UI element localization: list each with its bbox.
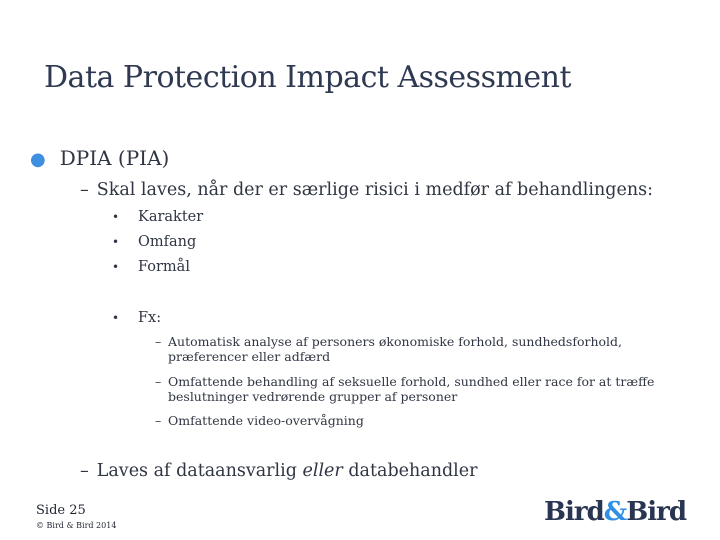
example-1	[155, 334, 655, 364]
sub-bullet-2-text: Laves af dataansvarlig	[96, 461, 303, 481]
sub-bullet-2-text-end: databehandler	[342, 461, 478, 481]
bullet-icon: •	[112, 311, 120, 325]
dash-icon: –	[80, 180, 89, 200]
example-text: Omfattende behandling af seksuelle forhold, sundhed eller race for at træffe beslutninger vedrørende grupper af personer	[168, 374, 655, 404]
logo-right: Bird	[626, 497, 686, 527]
item-formaal	[112, 259, 190, 275]
example-text: Omfattende video-overvågning	[168, 413, 364, 428]
bullet-icon: •	[112, 260, 120, 274]
sub-bullet-1	[80, 180, 653, 200]
example-3	[155, 413, 655, 428]
sub-bullet-2	[80, 461, 478, 481]
dash-icon: –	[80, 461, 89, 481]
bullet-icon: •	[112, 235, 120, 249]
item-text: Omfang	[138, 234, 197, 250]
bullet-icon: •	[112, 210, 120, 224]
bird-and-bird-logo	[544, 497, 686, 527]
item-fx	[112, 310, 161, 326]
example-text: Automatisk analyse af personers økonomiske forhold, sundhedsforhold, præferencer eller adfærd	[168, 334, 623, 364]
dash-icon: –	[155, 413, 162, 428]
bullet-level1-text: DPIA (PIA)	[59, 146, 170, 170]
logo-left: Bird	[544, 497, 604, 527]
copyright: © Bird & Bird 2014	[36, 521, 117, 530]
sub-bullet-1-text: Skal laves, når der er særlige risici i medfør af behandlingens:	[96, 180, 653, 200]
item-text: Karakter	[138, 209, 204, 225]
dash-icon: –	[155, 374, 162, 389]
slide-number: Side 25	[36, 503, 86, 518]
dash-icon: –	[155, 334, 162, 349]
sub-bullet-2-emphasis: eller	[302, 461, 343, 481]
example-2	[155, 374, 655, 404]
bullet-dot-icon: ●	[30, 149, 46, 170]
logo-ampersand: &	[603, 497, 627, 527]
item-karakter	[112, 209, 203, 225]
item-text: Fx:	[138, 310, 162, 326]
item-text: Formål	[138, 259, 190, 275]
bullet-level1	[30, 146, 169, 170]
slide-title: Data Protection Impact Assessment	[44, 60, 572, 95]
item-omfang	[112, 234, 196, 250]
